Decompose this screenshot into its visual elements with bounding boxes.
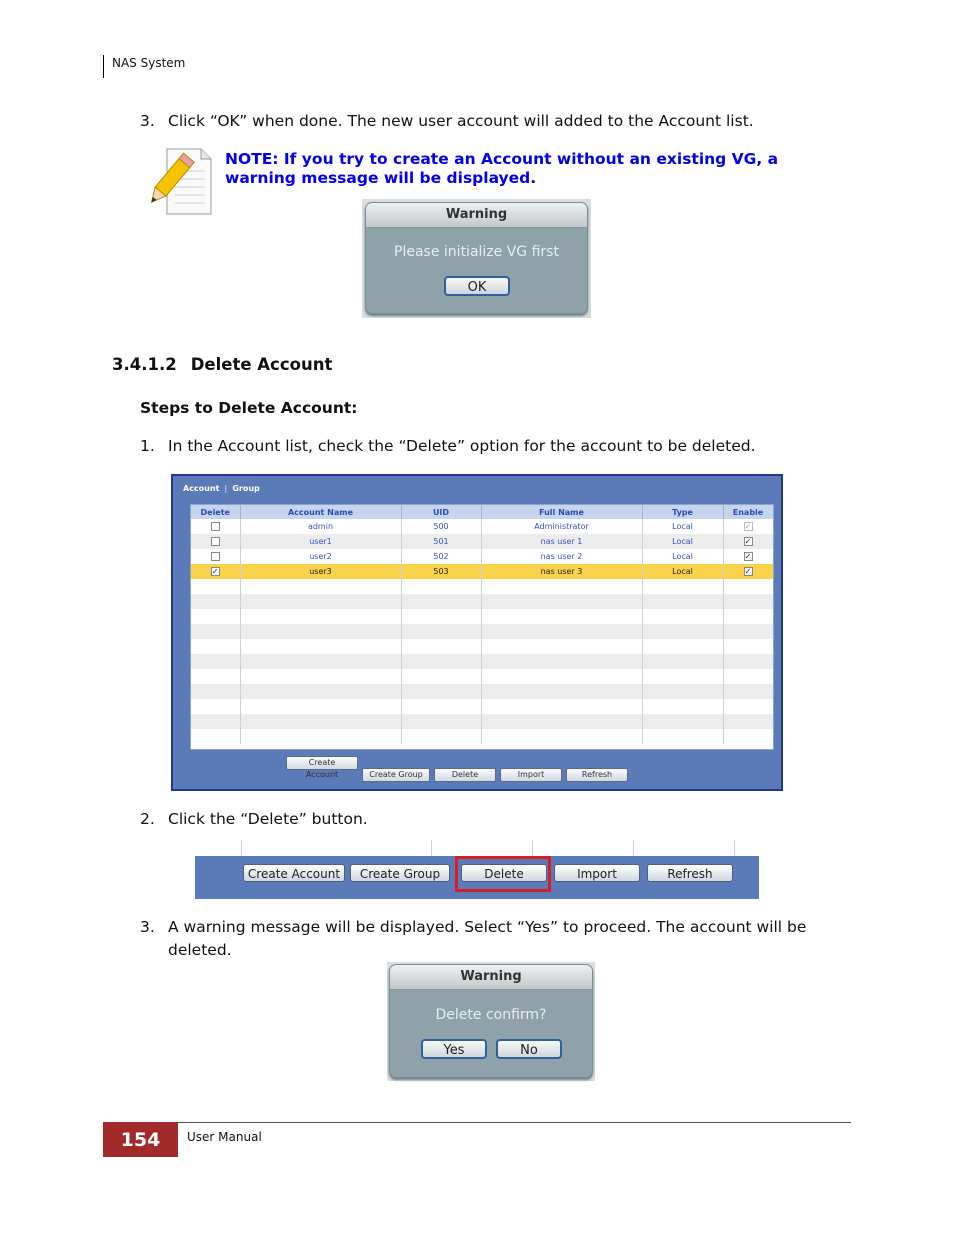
col-header-type[interactable]: Type [642,505,723,519]
no-button[interactable]: No [496,1039,562,1059]
import-button[interactable]: Import [500,768,562,782]
table-row-empty [191,639,773,654]
enable-checkbox[interactable]: ✓ [744,567,752,576]
col-header-full-name[interactable]: Full Name [481,505,642,519]
table-row-empty [191,594,773,609]
table-row-empty [191,699,773,714]
table-row[interactable] [191,534,773,549]
cell-uid: 501 [401,534,481,549]
import-button[interactable]: Import [554,864,640,882]
refresh-button[interactable]: Refresh [647,864,733,882]
col-header-uid[interactable]: UID [401,505,481,519]
cell-type: Local [642,564,723,579]
delete-warning-dialog [389,964,593,1078]
note-pencil-icon [139,147,213,217]
cell-uid: 502 [401,549,481,564]
section-heading [112,355,332,374]
delete-checkbox[interactable] [211,552,220,561]
step-number: 3. [140,918,155,936]
footer-rule [103,1122,851,1123]
dialog-message: Delete confirm? [435,1007,547,1023]
col-header-enable[interactable]: Enable [723,505,773,519]
account-panel [171,474,783,791]
table-row-empty [191,624,773,639]
cell-full-name: nas user 3 [481,564,642,579]
enable-checkbox[interactable]: ✓ [744,552,752,561]
table-row-empty [191,669,773,684]
header-rule [103,55,104,78]
footer-title: User Manual [187,1130,262,1144]
step-3 [140,916,830,962]
step-number: 2. [140,810,155,828]
col-header-account-name[interactable]: Account Name [240,505,401,519]
table-row-empty [191,609,773,624]
page-number: 154 [103,1122,178,1157]
yes-button[interactable]: Yes [421,1039,487,1059]
create-account-button[interactable]: Create Account [243,864,345,882]
create-group-button[interactable]: Create Group [350,864,450,882]
step-1 [140,435,840,458]
intro-step [140,110,820,133]
dialog-title: Warning [366,203,587,228]
cell-name: user1 [240,534,401,549]
account-table [190,504,774,750]
delete-warning-screenshot [387,962,595,1081]
step-text: Click the “Delete” button. [168,810,368,828]
delete-button[interactable]: Delete [434,768,496,782]
cell-uid: 500 [401,519,481,534]
step-2 [140,808,840,831]
strip-button-bar [195,856,759,899]
delete-highlight-box [455,856,551,892]
strip-table-edge [195,840,759,856]
steps-heading: Steps to Delete Account: [140,399,358,417]
panel-button-bar [286,756,632,782]
table-row[interactable] [191,549,773,564]
table-header-row [191,505,773,519]
col-header-delete[interactable]: Delete [191,505,240,519]
table-row[interactable] [191,564,773,579]
enable-checkbox[interactable]: ✓ [744,522,752,531]
table-row-empty [191,684,773,699]
cell-full-name: nas user 2 [481,549,642,564]
cell-type: Local [642,549,723,564]
dialog-message: Please initialize VG first [394,244,559,260]
table-row[interactable] [191,519,773,534]
cell-full-name: Administrator [481,519,642,534]
tab-account[interactable]: Account [183,484,220,493]
delete-checkbox[interactable] [211,522,220,531]
refresh-button[interactable]: Refresh [566,768,628,782]
step-number: 3. [140,112,155,130]
vg-warning-dialog [365,202,588,314]
enable-checkbox[interactable]: ✓ [744,537,752,546]
table-row-empty [191,579,773,594]
tab-group[interactable]: Group [232,484,260,493]
delete-checkbox[interactable]: ✓ [211,567,219,576]
step-number: 1. [140,437,155,455]
cell-type: Local [642,534,723,549]
step-text: A warning message will be displayed. Select “Yes” to proceed. The account will be deleted. [168,918,807,959]
step-text: Click “OK” when done. The new user account will added to the Account list. [168,112,754,130]
delete-checkbox[interactable] [211,537,220,546]
create-group-button[interactable]: Create Group [362,768,430,782]
cell-name: user3 [240,564,401,579]
note-text: NOTE: If you try to create an Account without an existing VG, a warning message will be displayed. [225,150,779,187]
cell-name: user2 [240,549,401,564]
table-row-empty [191,729,773,744]
vg-warning-screenshot [362,199,591,318]
panel-tabs: Account | Group [183,484,260,493]
ok-button[interactable]: OK [444,276,510,296]
dialog-title: Warning [390,965,592,990]
cell-name: admin [240,519,401,534]
table-row-empty [191,714,773,729]
table-row-empty [191,654,773,669]
cell-uid: 503 [401,564,481,579]
cell-type: Local [642,519,723,534]
delete-button[interactable]: Delete [461,864,547,882]
cell-full-name: nas user 1 [481,534,642,549]
header-section: NAS System [112,56,186,70]
button-strip-screenshot [195,840,759,899]
section-title: Delete Account [190,355,333,374]
create-account-button[interactable]: Create Account [286,756,358,770]
step-text: In the Account list, check the “Delete” option for the account to be deleted. [168,437,756,455]
section-number: 3.4.1.2 [112,355,177,374]
